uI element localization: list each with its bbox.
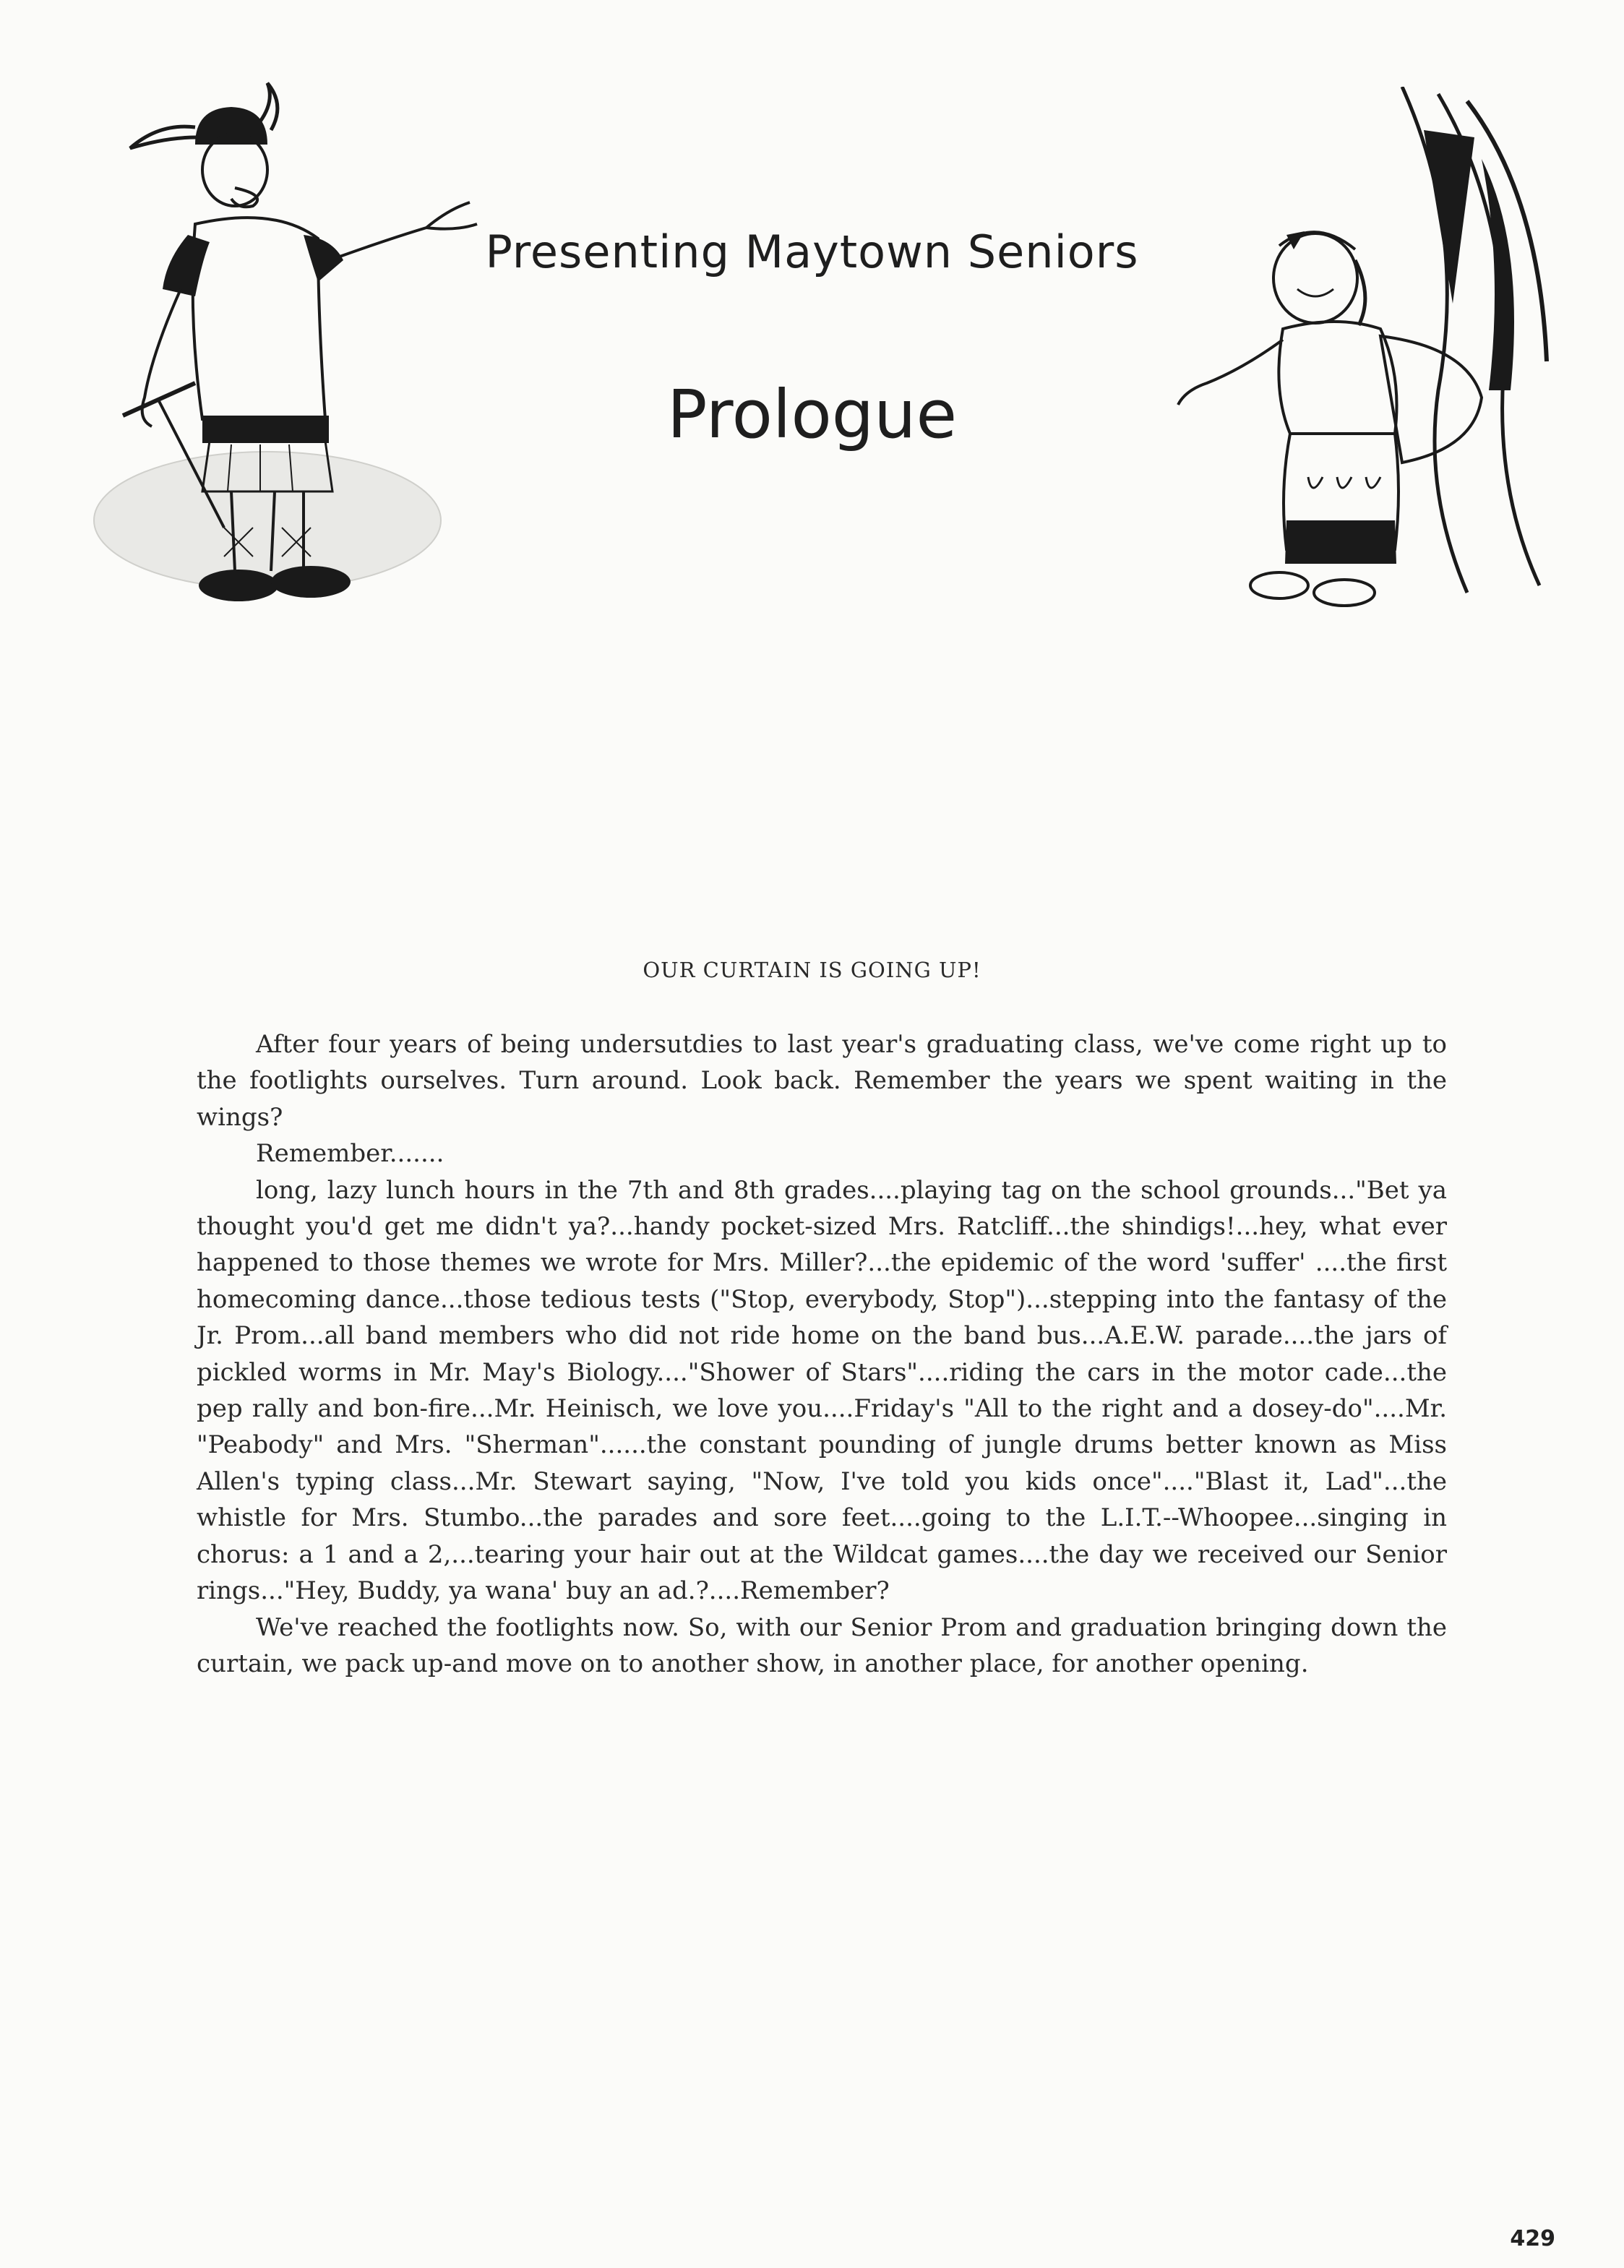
curtain-girl-cartoon-icon <box>1164 87 1568 614</box>
page-subtitle: Prologue <box>666 376 958 453</box>
article-body <box>197 1026 1447 1682</box>
paragraph-remember: Remember....... <box>256 1139 444 1169</box>
page-title: Presenting Maytown Seniors <box>485 225 1139 278</box>
article-heading: OUR CURTAIN IS GOING UP! <box>643 958 981 982</box>
page-number: 429 <box>1510 2226 1555 2251</box>
paragraph-memories: long, lazy lunch hours in the 7th and 8th grades....playing tag on the school grounds..."Bet ya thought you'd get me didn't ya?...handy pocket-sized Mrs. Ratcliff...the shindigs!...hey, what ever happened to those themes we wrote for Mrs. Miller?...the epidemic of the word 'suffer' ....the first homecoming dance...those tedious tests ("Stop, everybody, Stop")...stepping into the fantasy of the Jr. Prom...all band members who did not ride home on the band bus...A.E.W. parade....the jars of pickled worms in Mr. May's Biology...."Shower of Stars"....riding the cars in the motor cade...the pep rally and bon-fire...Mr. Heinisch, we love you....Friday's "All to the right and a dosey-do"....Mr. "Peabody" and Mrs. "Sherman"......the constant pounding of jungle drums better known as Miss Allen's typing class...Mr. Stewart saying, "Now, I've told you kids once"...."Blast it, Lad"...the whistle for Mrs. Stumbo...the parades and sore feet....going to the L.I.T.--Whoopee...singing in chorus: a 1 and a 2,...tearing your hair out at the Wildcat games....the day we received our Senior rings..."Hey, Buddy, ya wana' buy an ad.?....Remember? <box>197 1175 1447 1606</box>
viking-cartoon-icon <box>87 80 491 614</box>
paragraph-closing: We've reached the footlights now. So, with our Senior Prom and graduation bringing down the curtain, we pack up-and move on to another show, in another place, for another opening. <box>197 1612 1447 1678</box>
paragraph-intro: After four years of being undersutdies to last year's graduating class, we've come right up to the footlights ourselves. Turn around. Look back. Remember the years we spent waiting in the wings? <box>197 1030 1447 1132</box>
